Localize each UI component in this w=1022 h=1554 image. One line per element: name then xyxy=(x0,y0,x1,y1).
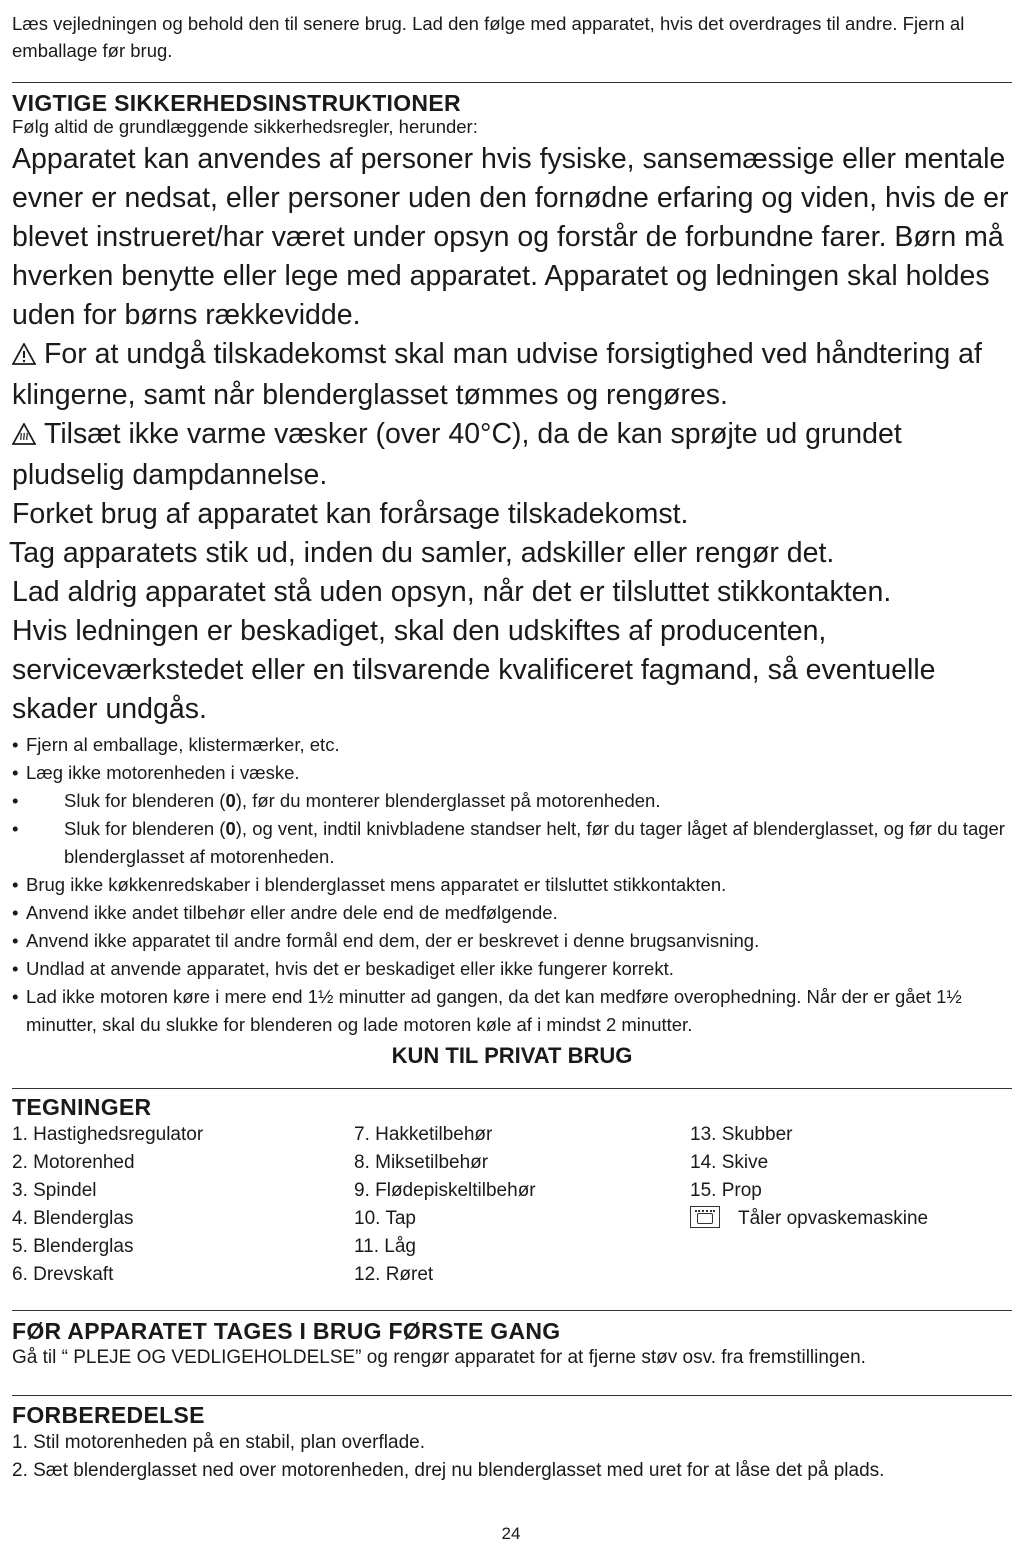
off-setting: 0 xyxy=(225,790,236,811)
bullet-item: • Fjern al emballage, klistermærker, etc. xyxy=(12,731,1012,759)
part-item: 2. Motorenhed xyxy=(12,1152,135,1173)
manual-page xyxy=(12,8,1012,64)
divider xyxy=(12,1310,1012,1311)
dishwasher-label: Tåler opvaskemaskine xyxy=(738,1208,929,1229)
before-use-section xyxy=(12,1318,1012,1371)
bullet-item: • Brug ikke køkkenredskaber i blenderglasset mens apparatet er tilsluttet stikkontakten. xyxy=(12,871,1012,899)
safety-large-6: Lad aldrig apparatet stå uden opsyn, når det er tilsluttet stikkontakten. xyxy=(12,576,892,608)
parts-column-2 xyxy=(354,1121,690,1289)
bullet-item: • Lad ikke motoren køre i mere end 1½ minutter ad gangen, da det kan medføre overophedning. Når der er gået 1½ minutter, skal du slukke for blenderen og lade motoren køle af i mindst 2 minutter. xyxy=(12,983,1012,1039)
off-setting: 0 xyxy=(225,818,236,839)
bullet-item xyxy=(12,815,1012,871)
parts-column-3 xyxy=(690,1121,928,1289)
warning-icon xyxy=(12,337,38,376)
before-use-heading: FØR APPARATET TAGES I BRUG FØRSTE GANG xyxy=(12,1318,561,1344)
parts-list xyxy=(12,1121,1012,1289)
safety-large-1: Apparatet kan anvendes af personer hvis fysiske, sansemæssige eller mentale evner er nedsat, eller personer uden den fornødne erfaring og viden, hvis de er blevet instrueret/har været under opsyn og forstår de forbundne farer. Børn må hverken benytte eller lege med apparatet. Apparatet og ledningen skal holdes uden for børns rækkevidde. xyxy=(12,143,1009,331)
hot-surface-warning-icon xyxy=(12,417,38,456)
dishwasher-safe-item xyxy=(690,1205,928,1233)
bullet-item: • Undlad at anvende apparatet, hvis det er beskadiget eller ikke fungerer korrekt. xyxy=(12,955,1012,983)
bullet-item: • Anvend ikke andet tilbehør eller andre dele end de medfølgende. xyxy=(12,899,1012,927)
safety-large-5: Tag apparatets stik ud, inden du samler, adskiller eller rengør det. xyxy=(9,537,835,569)
part-item: 8. Miksetilbehør xyxy=(354,1152,489,1173)
divider xyxy=(12,1088,1012,1089)
safety-section xyxy=(9,90,1012,1069)
part-item: 4. Blenderglas xyxy=(12,1208,134,1229)
part-item: 1. Hastighedsregulator xyxy=(12,1124,204,1145)
bullet-item xyxy=(12,787,1012,815)
part-item: 6. Drevskaft xyxy=(12,1264,114,1285)
safety-large-4: Forket brug af apparatet kan forårsage tilskadekomst. xyxy=(12,498,689,530)
private-use-notice: KUN TIL PRIVAT BRUG xyxy=(391,1043,633,1068)
part-item: 7. Hakketilbehør xyxy=(354,1124,493,1145)
page-number: 24 xyxy=(501,1524,521,1543)
safety-bullet-list xyxy=(12,731,1012,1039)
bullet-text: Sluk for blenderen ( xyxy=(64,790,226,811)
part-item: 15. Prop xyxy=(690,1180,762,1201)
divider xyxy=(12,1395,1012,1396)
before-use-text: Gå til “ PLEJE OG VEDLIGEHOLDELSE” og rengør apparatet for at fjerne støv osv. fra fremstillingen. xyxy=(12,1347,866,1368)
part-item: 13. Skubber xyxy=(690,1124,793,1145)
preparation-heading: FORBEREDELSE xyxy=(12,1402,205,1428)
safety-large-7: Hvis ledningen er beskadiget, skal den udskiftes af producenten, serviceværkstedet eller en tilsvarende kvalificeret fagmand, så eventuelle skader undgås. xyxy=(12,615,936,725)
drawings-section xyxy=(12,1094,1012,1289)
preparation-step: 2. Sæt blenderglasset ned over motorenheden, drej nu blenderglasset med uret for at låse det på plads. xyxy=(12,1460,885,1481)
part-item: 10. Tap xyxy=(354,1208,416,1229)
parts-column-1 xyxy=(12,1121,354,1289)
bullet-item: • Læg ikke motorenheden i væske. xyxy=(12,759,1012,787)
dishwasher-icon xyxy=(690,1206,720,1228)
preparation-step: 1. Stil motorenheden på en stabil, plan overflade. xyxy=(12,1432,425,1453)
bullet-text: Sluk for blenderen ( xyxy=(64,818,226,839)
bullet-text: ), før du monterer blenderglasset på motorenheden. xyxy=(235,790,661,811)
preparation-section xyxy=(12,1402,1012,1485)
safety-large-3 xyxy=(12,415,1012,495)
safety-subheading: Følg altid de grundlæggende sikkerhedsregler, herunder: xyxy=(12,116,478,137)
drawings-heading: TEGNINGER xyxy=(12,1094,152,1120)
part-item: 5. Blenderglas xyxy=(12,1236,134,1257)
divider xyxy=(12,82,1012,83)
safety-large-3-text: Tilsæt ikke varme væsker (over 40°C), da de kan sprøjte ud grundet pludselig dampdannelse. xyxy=(12,418,902,491)
part-item: 14. Skive xyxy=(690,1152,769,1173)
bullet-text: ), og vent, indtil knivbladene standser helt, før du tager låget af blenderglasset, og før du tager blenderglasset af motorenheden. xyxy=(64,818,1005,867)
part-item: 12. Røret xyxy=(354,1264,434,1285)
part-item: 11. Låg xyxy=(354,1236,416,1257)
safety-large-2-text: For at undgå tilskadekomst skal man udvise forsigtighed ved håndtering af klingerne, samt når blenderglasset tømmes og rengøres. xyxy=(12,338,982,411)
part-item: 3. Spindel xyxy=(12,1180,97,1201)
intro-text: Læs vejledningen og behold den til senere brug. Lad den følge med apparatet, hvis det overdrages til andre. Fjern al emballage før brug. xyxy=(12,13,965,61)
part-item: 9. Flødepiskeltilbehør xyxy=(354,1180,536,1201)
safety-large-2 xyxy=(12,335,1012,415)
safety-heading: VIGTIGE SIKKERHEDSINSTRUKTIONER xyxy=(12,90,461,116)
bullet-item: • Anvend ikke apparatet til andre formål end dem, der er beskrevet i denne brugsanvisning. xyxy=(12,927,1012,955)
